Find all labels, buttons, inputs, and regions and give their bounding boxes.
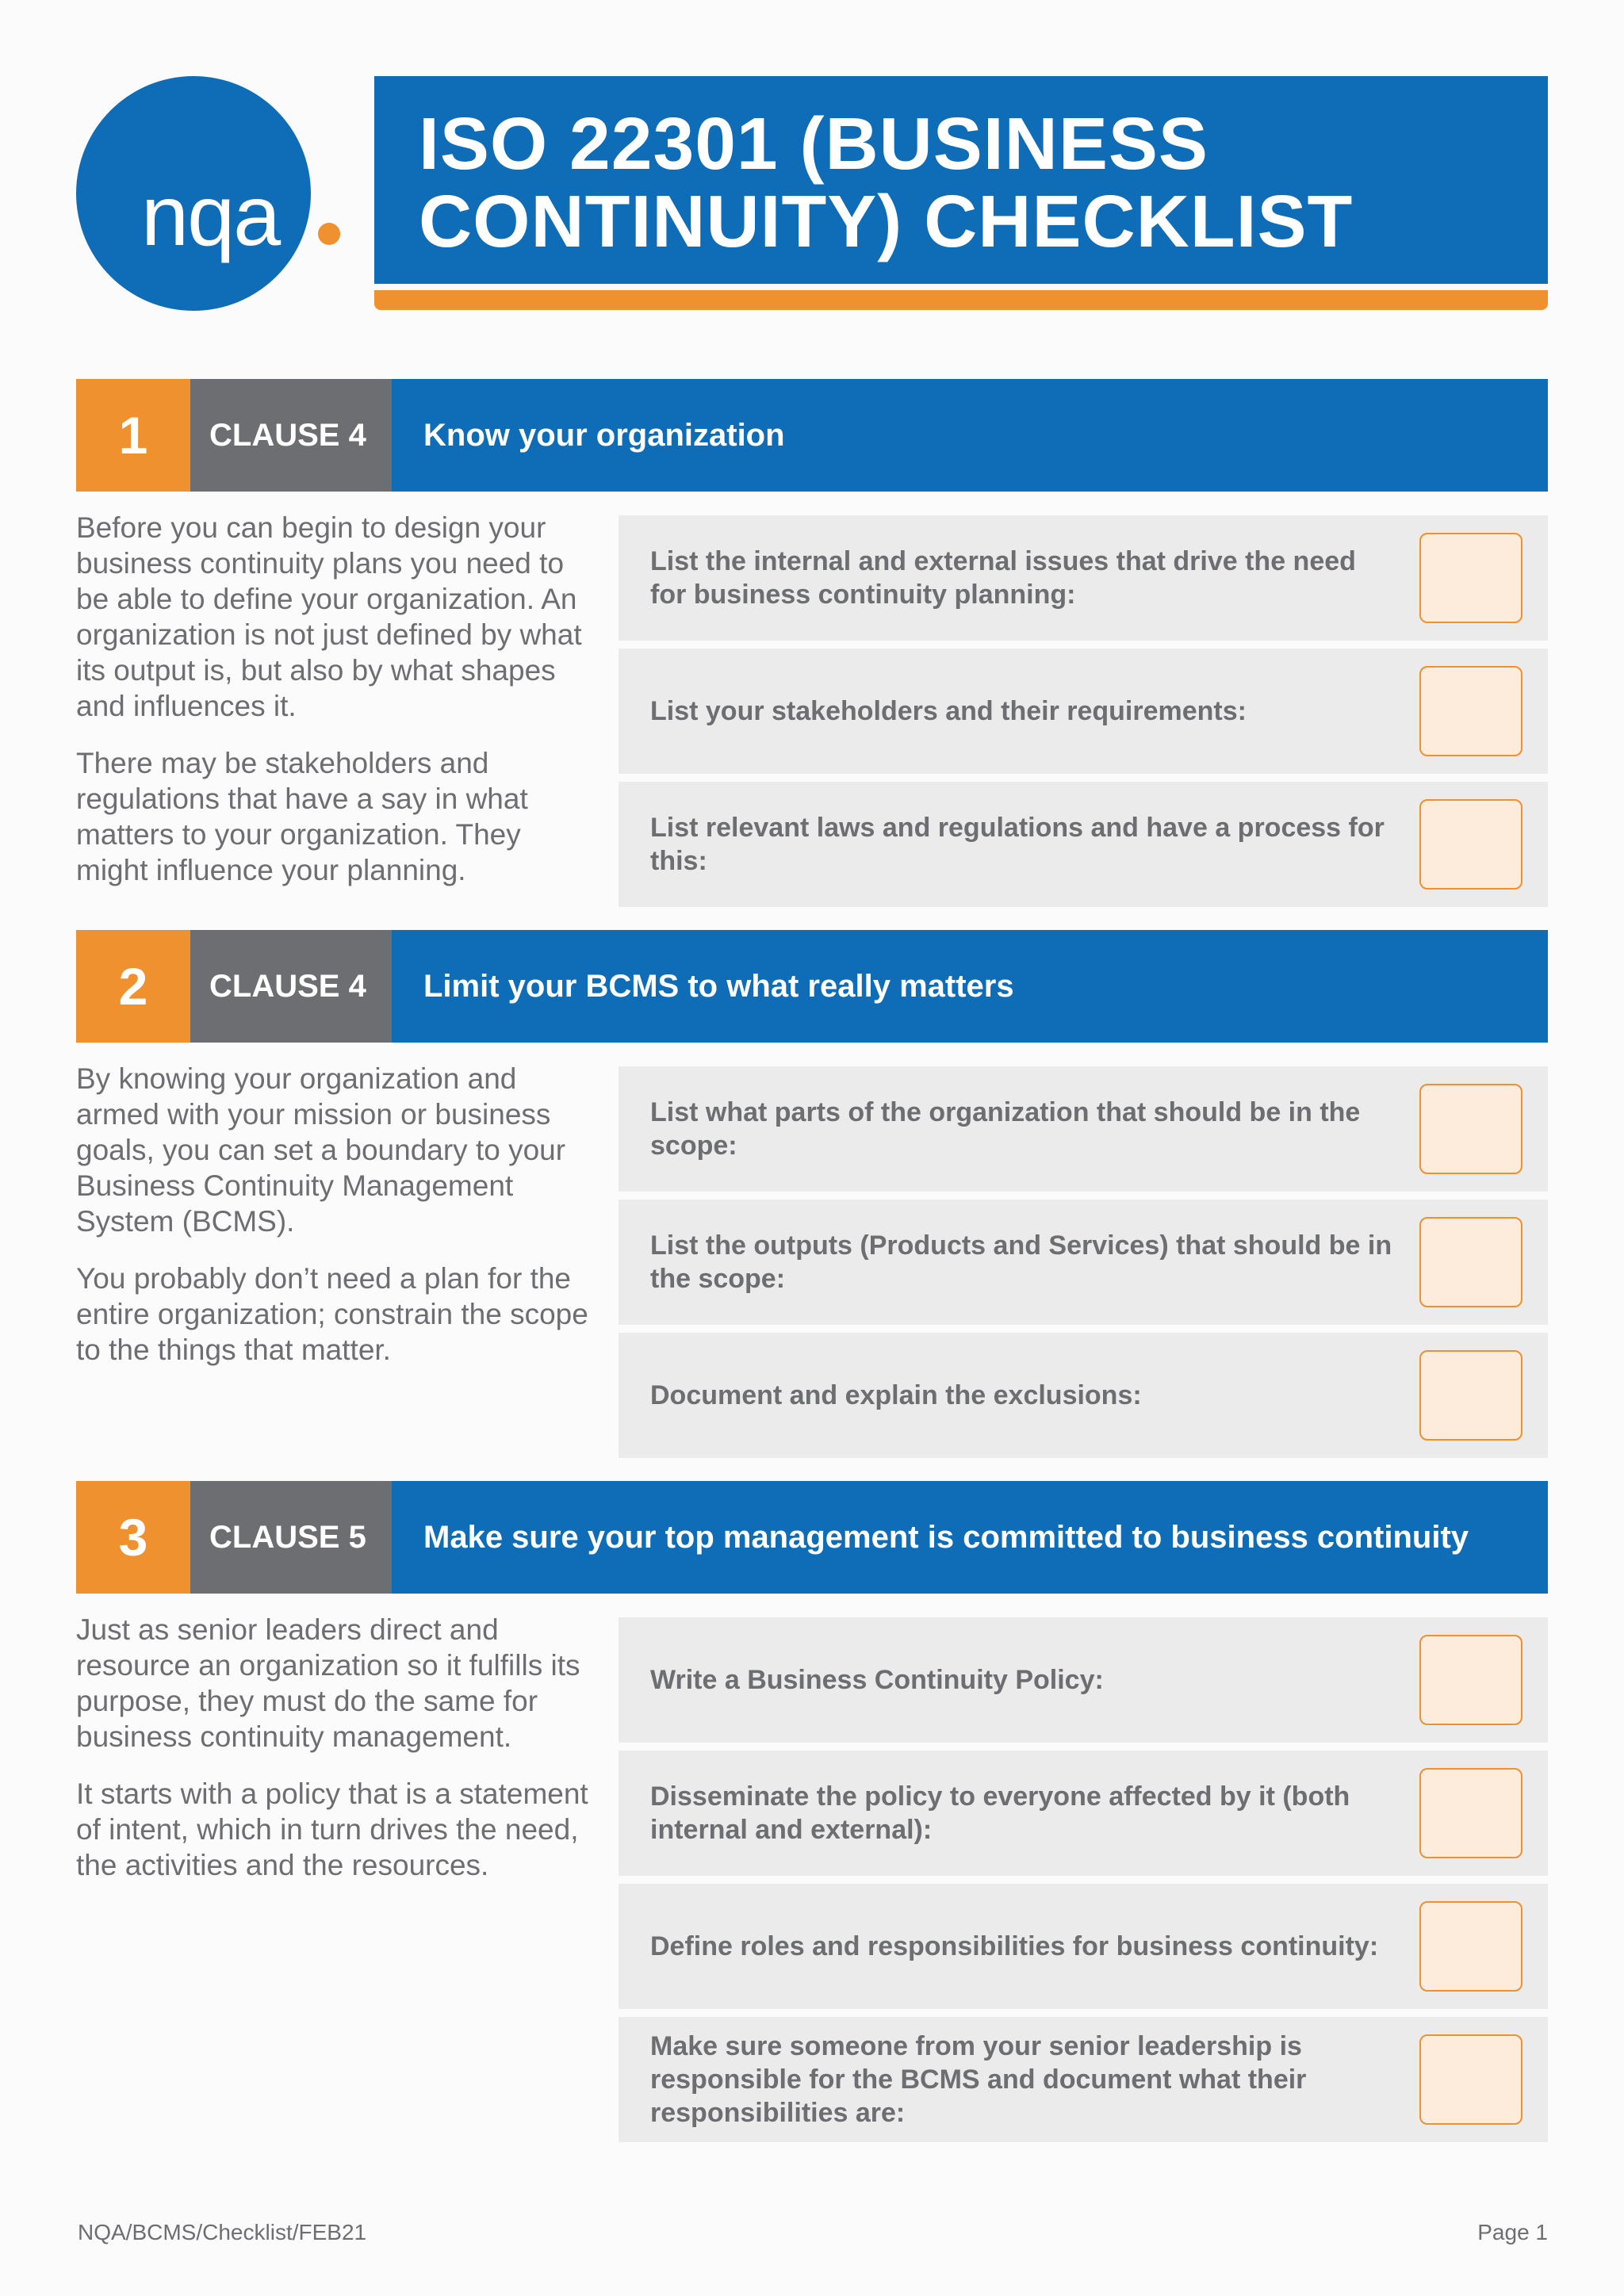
checklist-items — [619, 1617, 1548, 2150]
section-number: 2 — [76, 930, 190, 1043]
checklist-row — [619, 1884, 1548, 2009]
checklist-row — [619, 515, 1548, 641]
section-title: Limit your BCMS to what really matters — [392, 930, 1548, 1043]
section-2 — [76, 930, 1548, 1410]
section-intro — [76, 1612, 599, 1904]
document-reference: NQA/BCMS/Checklist/FEB21 — [78, 2220, 367, 2244]
logo-dot-icon — [318, 223, 340, 245]
section-intro — [76, 1061, 599, 1389]
checklist-row — [619, 649, 1548, 774]
section-3 — [76, 1481, 1548, 2128]
checklist-checkbox[interactable] — [1419, 666, 1522, 756]
checklist-item-text: List your stakeholders and their requirements: — [650, 696, 1247, 726]
checklist-row — [619, 1066, 1548, 1192]
checklist-row — [619, 1617, 1548, 1743]
checklist-checkbox[interactable] — [1419, 1350, 1522, 1441]
checklist-checkbox[interactable] — [1419, 1768, 1522, 1858]
section-intro — [76, 510, 599, 909]
section-number: 3 — [76, 1481, 190, 1594]
section-header — [76, 930, 1548, 1043]
checklist-item-text: List what parts of the organization that should be in the scope: — [650, 1097, 1361, 1161]
checklist-item-text: Make sure someone from your senior leadership is responsible for the BCMS and document what their responsibilities are: — [650, 2031, 1307, 2128]
checklist-checkbox[interactable] — [1419, 799, 1522, 890]
checklist-checkbox[interactable] — [1419, 1084, 1522, 1174]
section-title: Make sure your top management is committed to business continuity — [392, 1481, 1548, 1594]
checklist-row — [619, 782, 1548, 907]
section-1 — [76, 379, 1548, 886]
intro-paragraph: Before you can begin to design your business continuity plans you need to be able to define your organization. An organization is not just defined by what its output is, but also by what shapes and influences it. — [76, 511, 582, 722]
checklist-checkbox[interactable] — [1419, 1635, 1522, 1725]
checklist-checkbox[interactable] — [1419, 1217, 1522, 1307]
checklist-checkbox[interactable] — [1419, 533, 1522, 623]
checklist-items — [619, 515, 1548, 915]
logo-text: nqa — [141, 167, 280, 263]
intro-paragraph: You probably don’t need a plan for the entire organization; constrain the scope to the things that matter. — [76, 1262, 588, 1366]
title-banner — [374, 76, 1548, 284]
intro-paragraph: Just as senior leaders direct and resource an organization so it fulfills its purpose, they must do the same for business continuity management. — [76, 1613, 580, 1753]
checklist-item-text: List relevant laws and regulations and have a process for this: — [650, 813, 1385, 876]
nqa-logo — [76, 76, 311, 311]
title-underline — [374, 290, 1548, 310]
section-clause: CLAUSE 4 — [190, 379, 392, 492]
checklist-item-text: List the internal and external issues that drive the need for business continuity planning: — [650, 546, 1356, 610]
page-title-line-2: CONTINUITY) CHECKLIST — [419, 180, 1354, 262]
section-title: Know your organization — [392, 379, 1548, 492]
page-title — [419, 102, 1354, 262]
checklist-items — [619, 1066, 1548, 1466]
checklist-item-text: List the outputs (Products and Services) that should be in the scope: — [650, 1230, 1392, 1294]
checklist-checkbox[interactable] — [1419, 2034, 1522, 2125]
section-clause: CLAUSE 4 — [190, 930, 392, 1043]
checklist-checkbox[interactable] — [1419, 1901, 1522, 1992]
section-clause: CLAUSE 5 — [190, 1481, 392, 1594]
section-header — [76, 1481, 1548, 1594]
intro-paragraph: There may be stakeholders and regulations that have a say in what matters to your organization. They might influence your planning. — [76, 747, 528, 886]
intro-paragraph: By knowing your organization and armed with your mission or business goals, you can set a boundary to your Business Continuity Management System (BCMS). — [76, 1062, 566, 1238]
page-number: Page 1 — [1477, 2220, 1548, 2244]
checklist-item-text: Write a Business Continuity Policy: — [650, 1665, 1104, 1695]
section-number: 1 — [76, 379, 190, 492]
section-header — [76, 379, 1548, 492]
checklist-row — [619, 2017, 1548, 2142]
checklist-item-text: Document and explain the exclusions: — [650, 1380, 1142, 1410]
checklist-item-text: Define roles and responsibilities for business continuity: — [650, 1931, 1379, 1961]
checklist-row — [619, 1751, 1548, 1876]
page-title-line-1: ISO 22301 (BUSINESS — [419, 102, 1208, 185]
checklist-row — [619, 1200, 1548, 1325]
checklist-item-text: Disseminate the policy to everyone affected by it (both internal and external): — [650, 1781, 1350, 1845]
intro-paragraph: It starts with a policy that is a statement of intent, which in turn drives the need, the activities and the resources. — [76, 1777, 588, 1881]
checklist-row — [619, 1333, 1548, 1458]
